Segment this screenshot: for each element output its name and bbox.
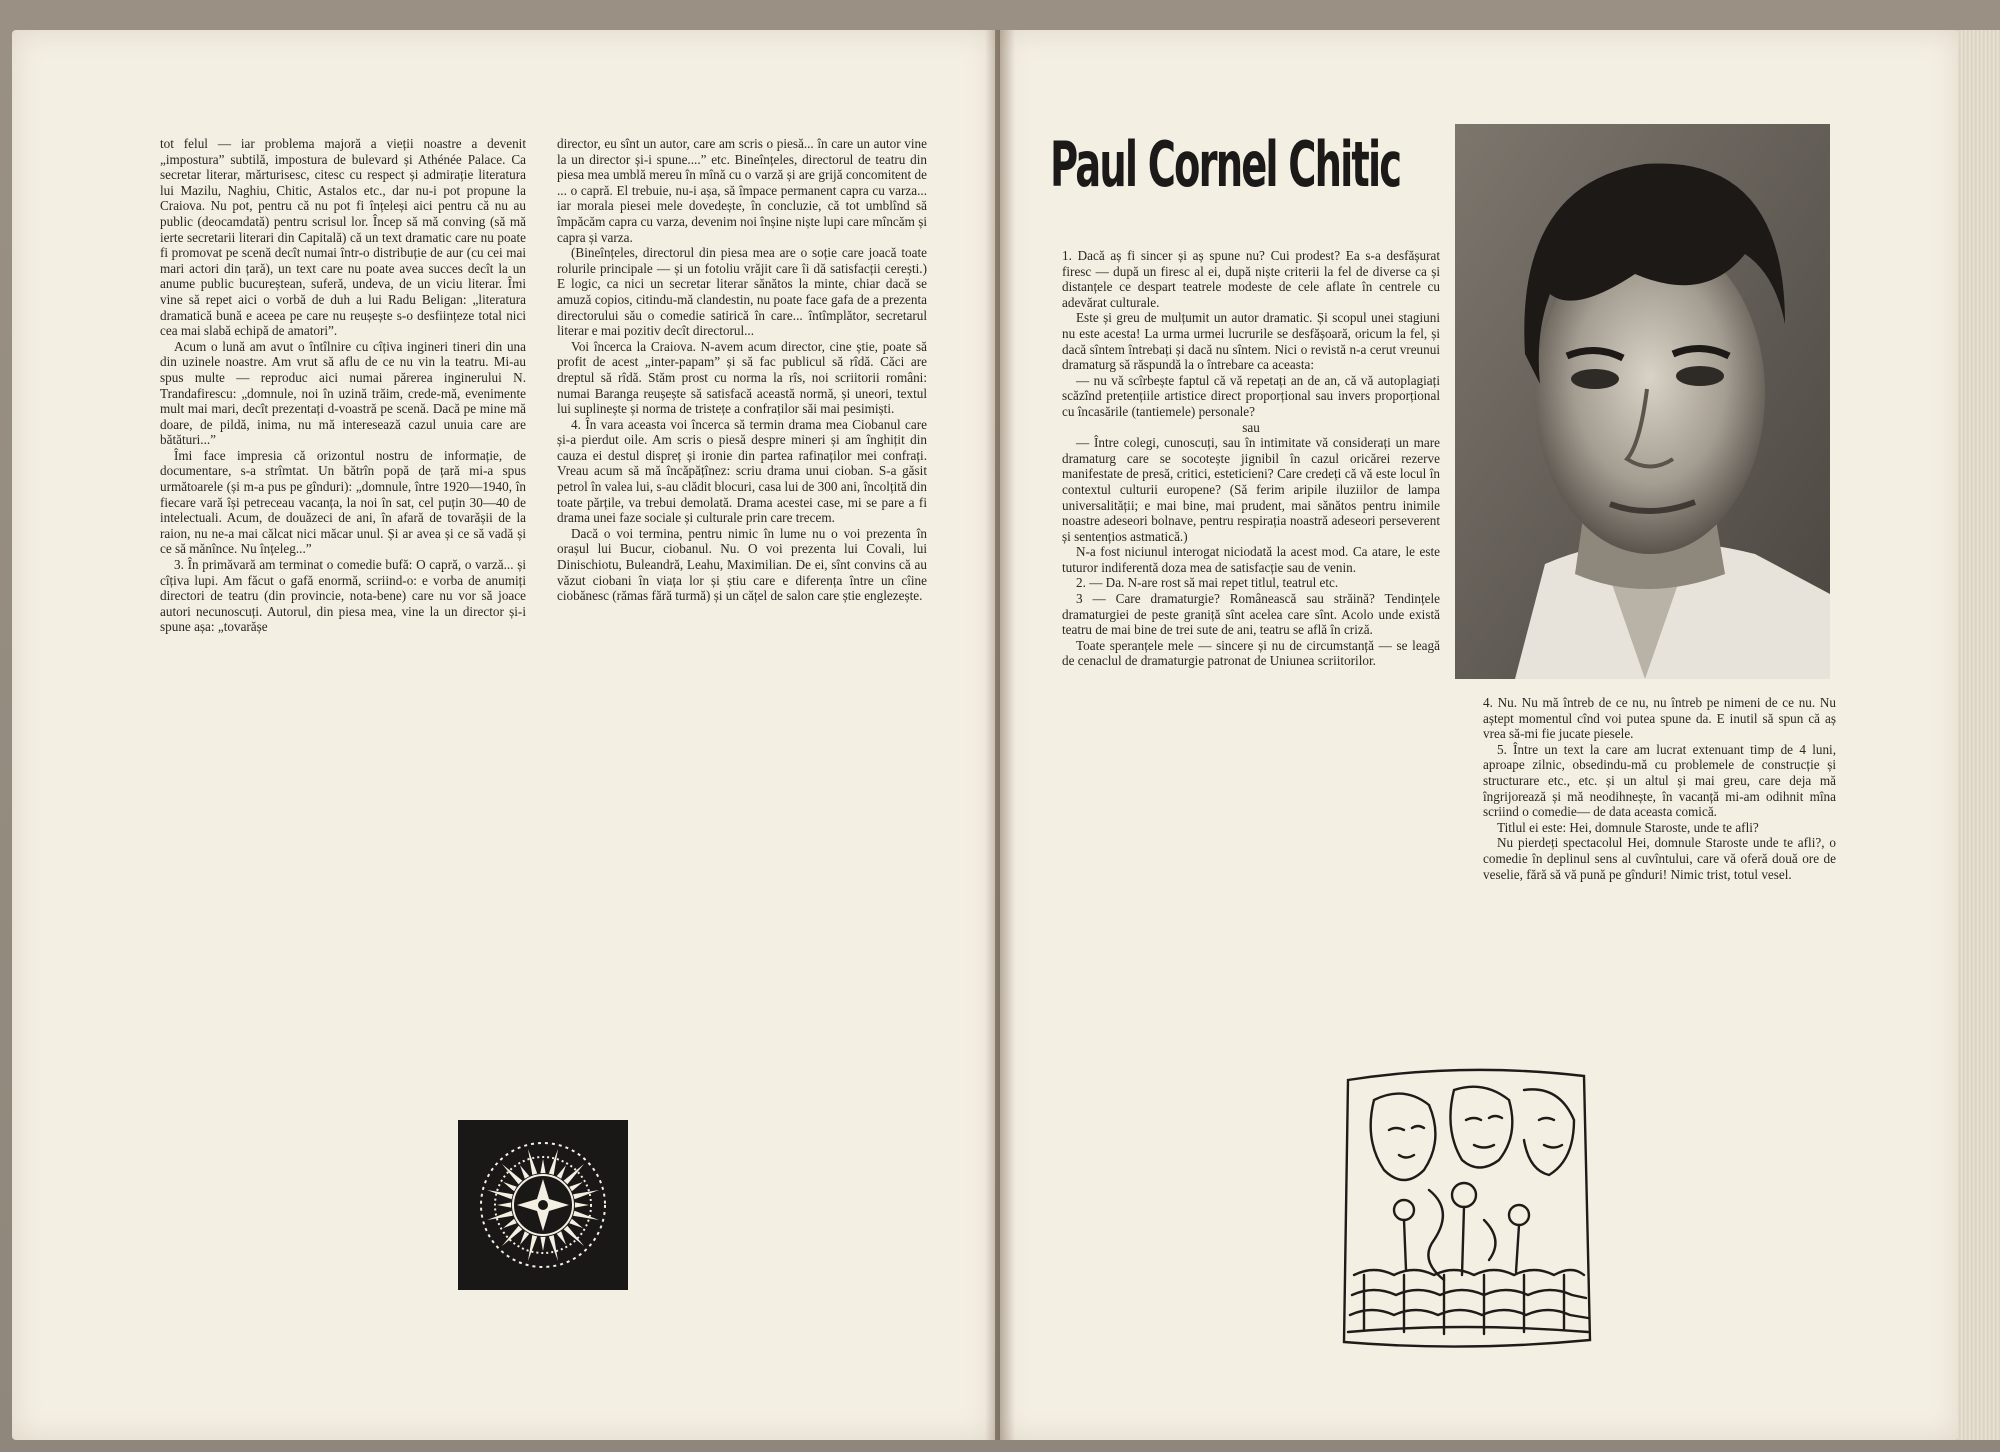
paragraph: 3 — Care dramaturgie? Românească sau străină? Tendințele dramaturgiei de peste graniță sînt acelea care sînt. Acolo unde există teatru de mai bine de trei sute de ani, teatru se află în criză. — [1062, 591, 1440, 638]
paragraph: 4. Nu. Nu mă întreb de ce nu, nu întreb pe nimeni de ce nu. Nu aștept momentul cînd voi putea spune da. E inutil să spun că aș vrea să-mi fie jucate piesele. — [1483, 695, 1836, 742]
star-ornament-icon — [458, 1120, 628, 1290]
paragraph: Dacă o voi termina, pentru nimic în lume nu o voi prezenta în orașul lui Bucur, ciobanul. Nu. O voi prezenta lui Covali, lui Dinischiotu, Buleandră, Leahu, Maximilian. De ei, sînt convins că au văzut ciobani în viața lor și știu care e diferența între un cîine ciobănesc (rămas fără turmă) și un cățel de salon care știe englezește. — [557, 525, 927, 604]
paragraph: Voi încerca la Craiova. N-avem acum director, cine știe, poate să profit de acest „inter-papam” și să fac publicul să rîdă. Căci are dreptul să rîdă. Stăm prost cu norma la rîs, noi scriitorii români: numai Baranga reușește să satisfacă această normă, și uneori, textul lui suplinește și norma de tristețe a confraților săi mai pesimiști. — [557, 338, 927, 417]
paragraph: (Bineînțeles, directorul din piesa mea are o soție care joacă toate rolurile principale — și un fotoliu vrăjit care îi dă satisfacții cerești.) E logic, ca nici un secretar literar sănătos la minte, chiar dacă se amuză copios, citindu-mă clandestin, nu poate face gafa de a prezenta directorului său o comedie satirică în care... întîmplător, secretarul literar e mai pozitiv decît directorul... — [557, 245, 927, 339]
paragraph: sau — [1242, 419, 1260, 435]
portrait-image — [1455, 124, 1830, 679]
paragraph: director, eu sînt un autor, care am scris o piesă... în care un autor vine la un director și-i spune....” etc. Bineînțeles, directorul de teatru din piesa mea umblă mereu în mînă cu o varză și are grijă concomitent de ... o capră. El trebuie, nu-i așa, să împace permanent capra cu varza... iar morala piesei mele dovedește, în concluzie, că tot umblînd să împăcăm capra cu varza, devenim noi înșine niște lupi care mîncăm și capra și varza. — [557, 136, 927, 245]
paragraph: N-a fost niciunul interogat niciodată la acest mod. Ca atare, le este tuturor indiferentă doza mea de satisfacție sau de venin. — [1062, 544, 1440, 575]
text-column-3 — [1062, 248, 1440, 1028]
paragraph: 2. — Da. N-are rost să mai repet titlul, teatrul etc. — [1076, 575, 1339, 591]
paragraph: Îmi face impresia că orizontul nostru de informație, de documentare, s-a strîmtat. Un bătrîn popă de țară mi-a spus următoarele (și m-a pus pe gînduri): „domnule, între 1920—1940, în fiecare vară își petreceau vacanța, la noi în sat, cel puțin 30—40 de intelectuali. Acum, de douăzeci de ani, în afară de tovarășii de la raion, nu ne-a mai călcat nici măcar unul. Și ar avea și ce să vadă și ce să mănînce. Nu înțeleg...” — [160, 447, 526, 557]
book-gutter — [985, 30, 1015, 1440]
text-column-1 — [160, 136, 526, 986]
text-column-4 — [1483, 695, 1836, 1025]
paragraph: Toate speranțele mele — sincere și nu de circumstanță — se leagă de cenaclul de dramaturgie patronat de Uniunea scriitorilor. — [1062, 637, 1440, 669]
paragraph: Nu pierdeți spectacolul Hei, domnule Staroste unde te afli?, o comedie în deplinul sens al cuvîntului, care vă oferă două ore de veselie, fără să vă pună pe gînduri! Nimic trist, totul vesel. — [1483, 835, 1836, 882]
paragraph: 1. Dacă aș fi sincer și aș spune nu? Cui prodest? Ea s-a desfășurat firesc — după un firesc al ei, după niște criterii la fel de diverse ca și distanțele ce despart teatrele modeste de cele aflate în centrele cu adevărat culturale. — [1062, 248, 1440, 310]
page-edges — [1958, 30, 2000, 1440]
paragraph: 3. În primăvară am terminat o comedie bufă: O capră, o varză... și cîțiva lupi. Am făcut o gafă enormă, scriind-o: e vorba de anumiți directori de teatru (din provincie, nota-bene) care nu vor să joace autori necunoscuți. Autorul, din piesa mea, vine la un director și-i spune așa: „tovarășe — [160, 557, 526, 635]
paragraph: Este și greu de mulțumit un autor dramatic. Și scopul unei stagiuni nu este acesta! La urma urmei lucrurile se desfășoară, oricum la fel, și dacă sîntem întrebați și dacă nu sîntem. Nici o revistă n-a cerut vreunui dramaturg să răspundă la o întrebare ca aceasta: — [1062, 310, 1440, 373]
article-title: Paul Cornel Chitic — [1050, 128, 1401, 201]
portrait-photo — [1455, 124, 1830, 679]
theatre-drawing-icon — [1334, 1060, 1596, 1355]
paragraph: Acum o lună am avut o întîlnire cu cîțiva ingineri tineri din una din uzinele noastre. Am vrut să aflu de ce nu vin la teatru. Mi-au spus multe — reproduc aici numai părerea inginerului N. Trandafirescu: „domnule, noi în uzină trăim, crede-mă, evenimente mult mai mari, decît prezentați d-voastră pe scenă. Dacă pe mine mă doare, de pildă, inima, nu mă interesează cazul unuia care are bătături...” — [160, 338, 526, 448]
paragraph: Titlul ei este: Hei, domnule Staroste, unde te afli? — [1497, 819, 1759, 835]
paragraph: 5. Între un text la care am lucrat extenuant timp de 4 luni, aproape zilnic, obsedindu-mă cu problemele de construcție și structurare etc., etc. și un altul și mai greu, care deja mă îngrijorează și mă neodihnește, în vacanță mi-am odihnit mîna scriind o comedie— de data aceasta comică. — [1483, 741, 1836, 820]
paragraph: — Între colegi, cunoscuți, sau în intimitate vă considerați un mare dramaturg care se socotește jignibil în cazul oricărei rezerve manifestate de presă, critici, esteticieni? Care credeți că vă este locul în contextul culturii europene? (Să ferim aripile iluziilor de lampa universalității; e mai bine, mai prudent, mai sănătos pentru inimile noastre adeseori bolnave, pentru respirația noastră adeseori perseverent și sentențios astmatică.) — [1062, 435, 1440, 544]
paragraph: 4. În vara aceasta voi încerca să termin drama mea Ciobanul care și-a pierdut oile. Am scris o piesă despre mineri și am înghițit din cauza ei destul dispreț și ironie din partea rafinaților mei confrați. Vreau acum să mă încăpățînez: scriu drama unui cioban. S-a găsit petrol în valea lui, s-au clădit blocuri, casa lui de 300 ani, încolțită din toate părțile, va trebui demolată. Drama acestei case, mi se pare a fi drama unei faze sociale și culturale prin care trecem. — [557, 416, 927, 526]
paragraph: tot felul — iar problema majoră a vieții noastre a devenit „impostura” subtilă, impostura de bulevard și Athénée Palace. Ca secretar literar, mărturisesc, citesc cu respect și admirație literatura lui Mazilu, Naghiu, Chitic, Astalos etc., dar nu-i pot propune la Craiova. Nu pot, pentru că nu pot fi înțeleși aici pentru că nu au public (deocamdată) pentru scrisul lor. Încep să mă conving (să mă ierte secretarii literari din Capitală) că un text dramatic care nu poate fi promovat pe scenă decît numai într-o distribuție de aur (cu cei mai mari actori din țară), un text care nu poate avea succes decît la un anume public bucureștean, suferă, undeva, de un viciu literar. Îmi vine să repet aici o vorbă de duh a lui Radu Beligan: „literatura dramatică bună e aceea pe care nu reușește s-o desființeze total nici cea mai slabă echipă de amatori”. — [160, 136, 526, 339]
theatre-line-drawing — [1334, 1060, 1596, 1355]
star-ornament-woodcut — [458, 1120, 628, 1290]
text-column-2 — [557, 136, 927, 986]
paragraph: — nu vă scîrbește faptul că vă repetați an de an, că vă autoplagiați scăzînd pretențiile artistice direct proporțional sau invers proporțional cu încasările (tantiemele) personale? — [1062, 372, 1440, 419]
